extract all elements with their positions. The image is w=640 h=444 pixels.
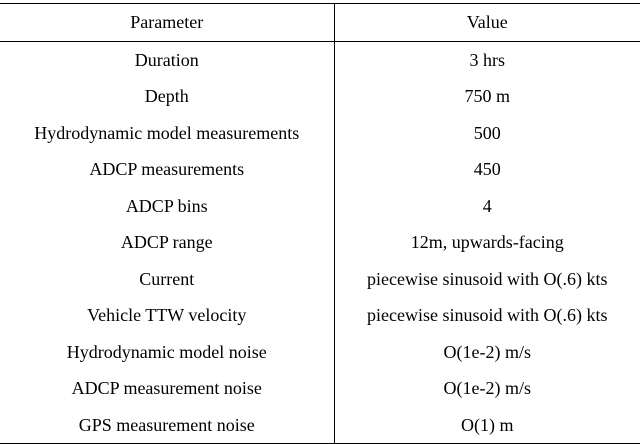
parameter-cell: GPS measurement noise [0,407,334,444]
table-header-row [0,4,640,42]
value-cell: O(1) m [461,414,514,435]
table-row [0,188,640,225]
parameter-cell: ADCP measurement noise [0,370,334,407]
table-row [0,407,640,444]
table-row [0,261,640,298]
table-row [0,151,640,188]
value-cell: 500 [473,122,501,143]
parameter-cell: Vehicle TTW velocity [0,297,334,334]
value-cell: piecewise sinusoid with O(.6) kts [367,305,608,325]
parameter-cell: Duration [0,41,334,78]
value-cell: 12m, upwards-facing [410,232,564,252]
parameter-cell: Depth [0,78,334,115]
header-parameter: Parameter [0,4,334,42]
parameter-cell: Hydrodynamic model measurements [0,115,334,152]
value-cell: piecewise sinusoid with O(.6) kts [367,268,608,289]
parameter-cell: ADCP bins [0,188,334,225]
table-row [0,297,640,334]
parameter-table [0,3,640,444]
value-cell: O(1e-2) m/s [443,378,531,398]
parameter-cell: ADCP measurements [0,151,334,188]
value-cell: 3 hrs [469,49,505,70]
table-row [0,78,640,115]
parameter-cell: Hydrodynamic model noise [0,334,334,371]
value-cell: 4 [482,195,492,216]
table-row [0,370,640,407]
table-row [0,334,640,371]
value-cell: 450 [473,159,501,179]
parameter-cell: ADCP range [0,224,334,261]
value-cell: O(1e-2) m/s [443,341,531,362]
parameter-cell: Current [0,261,334,298]
value-cell: 750 m [464,86,510,106]
header-value: Value [466,12,508,32]
table-row [0,41,640,78]
table-row [0,224,640,261]
table-row [0,115,640,152]
